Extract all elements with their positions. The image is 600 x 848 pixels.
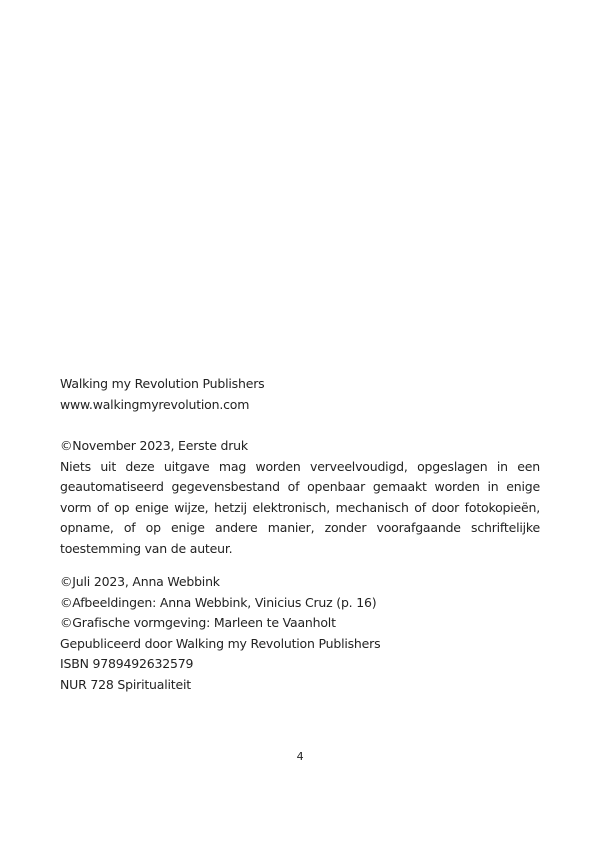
author-copyright: ©Juli 2023, Anna Webbink [60, 574, 220, 589]
credits-block [60, 572, 540, 695]
edition-line: ©November 2023, Eerste druk [60, 438, 248, 453]
isbn: ISBN 9789492632579 [60, 656, 194, 671]
copyright-block [60, 436, 540, 559]
design-credit: ©Grafische vormgeving: Marleen te Vaanholt [60, 615, 336, 630]
publisher-name: Walking my Revolution Publishers [60, 376, 265, 391]
page-number: 4 [296, 750, 304, 763]
publisher-website: www.walkingmyrevolution.com [60, 396, 250, 412]
images-credit: ©Afbeeldingen: Anna Webbink, Vinicius Cruz (p. 16) [60, 594, 377, 610]
copyright-notice: Niets uit deze uitgave mag worden verveelvoudigd, opgeslagen in een geautomatiseerd gegevensbestand of openbaar gemaakt worden in enige vorm of op enige wijze, hetzij elektronisch, mechanisch of door fotokopieën, opname, of op enige andere manier, zonder voorafgaande schriftelijke toestemming van de auteur. [60, 458, 540, 556]
published-by: Gepubliceerd door Walking my Revolution Publishers [60, 635, 381, 651]
publisher-block [60, 374, 540, 415]
nur-code: NUR 728 Spiritualiteit [60, 676, 191, 692]
